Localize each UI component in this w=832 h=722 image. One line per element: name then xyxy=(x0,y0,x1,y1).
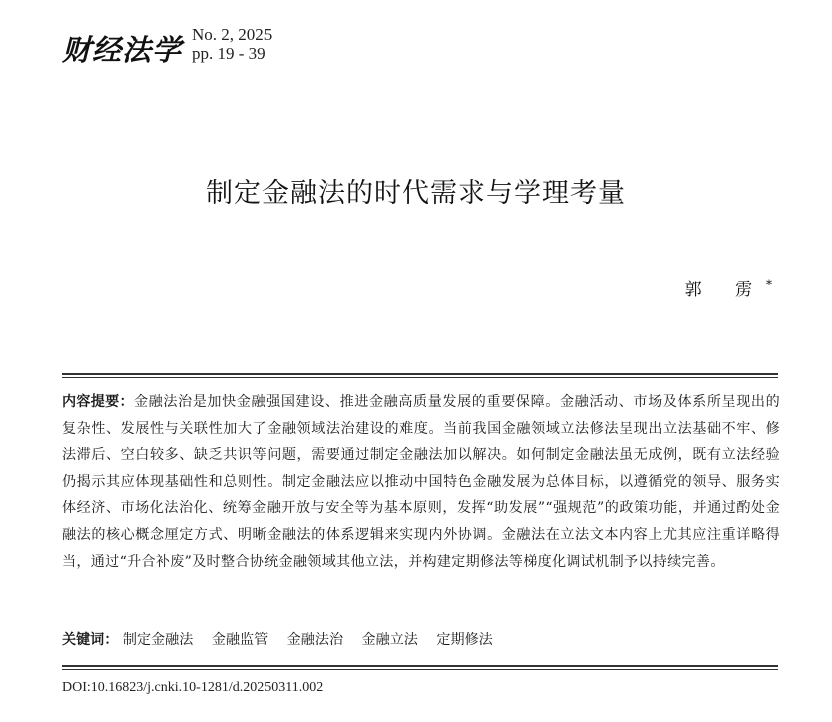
issue-number: No. 2, 2025 xyxy=(192,25,273,44)
doi-line: DOI:10.16823/j.cnki.10-1281/d.20250311.002 xyxy=(62,680,324,695)
keyword: 金融监管 xyxy=(211,632,269,648)
issue-info xyxy=(192,25,272,63)
keyword: 金融法治 xyxy=(286,632,344,648)
keyword: 制定金融法 xyxy=(122,632,194,648)
article-title: 制定金融法的时代需求与学理考量 xyxy=(206,178,626,209)
page-range: pp. 19 - 39 xyxy=(192,44,266,63)
author-name: 郭 雳 xyxy=(684,280,766,300)
journal-name: 财经法学 xyxy=(62,33,183,67)
author-line xyxy=(685,275,772,300)
top-divider xyxy=(62,373,778,377)
keyword: 定期修法 xyxy=(436,632,493,648)
keywords-label: 关键词： xyxy=(62,632,119,648)
author-footnote-mark: * xyxy=(766,277,772,292)
abstract-label: 内容提要： xyxy=(62,394,134,410)
abstract-text: 金融法治是加快金融强国建设、推进金融高质量发展的重要保障。金融活动、市场及体系所呈现出的复杂性、发展性与关联性加大了金融领域法治建设的难度。当前我国金融领域立法修法呈现出立法基础不牢、修法滞后、空白较多、缺乏共识等问题，需要通过制定金融法加以解决。如何制定金融法虽无成例，既有立法经验仍揭示其应体现基础性和总则性。制定金融法应以推动中国特色金融发展为总体目标，以遵循党的领导、服务实体经济、市场化法治化、统筹金融开放与安全等为基本原则，发挥“助发展”“强规范”的政策功能，并通过酌处金融法的核心概念厘定方式、明晰金融法的体系逻辑来实现内外协调。金融法在立法文本内容上尤其应注重详略得当，通过“升合补废”及时整合协统金融领域其他立法，并构建定期修法等梯度化调试机制予以持续完善。 xyxy=(62,394,780,570)
keywords xyxy=(62,627,780,653)
abstract xyxy=(62,389,780,575)
bottom-divider xyxy=(62,665,778,669)
keyword: 金融立法 xyxy=(361,632,418,648)
